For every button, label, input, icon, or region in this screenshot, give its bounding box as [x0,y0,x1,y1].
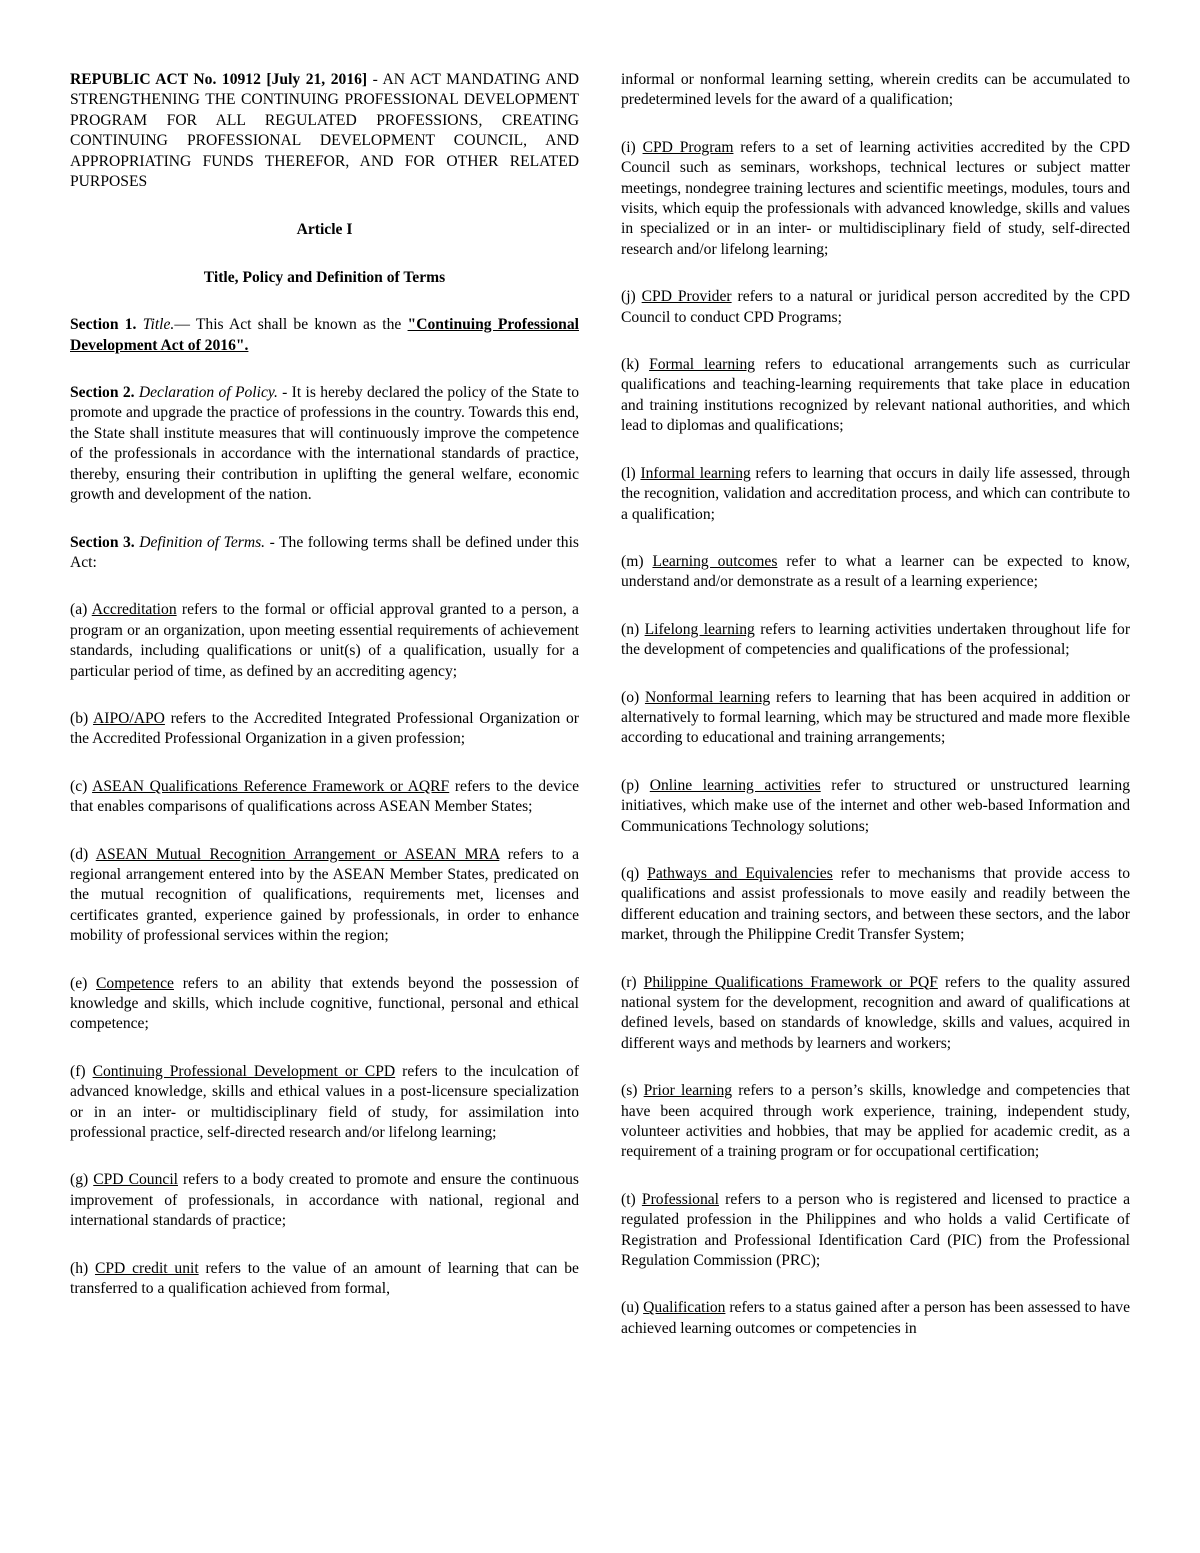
definition-text: refers to the inculcation of advanced knowledge, skills and ethical values in a post-licensure specialization or in an inter- or multidisciplinary field of study, for assimilation into professional practice, self-directed research and/or lifelong learning; [70,1062,580,1142]
definition-text: refers to a person who is registered and licensed to practice a regulated profession in the Philippines and who holds a valid Certificate of Registration and Professional Identification Card (PIC) from the Professional Regulation Commission (PRC); [621,1190,1130,1270]
definition-term: Continuing Professional Development or CPD [92,1062,396,1080]
left-column [70,70,579,1553]
definition-item [621,1298,1130,1339]
definition-item [621,138,1130,260]
definition-text: refer to what a learner can be expected to know, understand and/or demonstrate as a result of a learning experience; [621,552,1131,591]
section-1 [70,315,579,356]
definition-letter: (j) [621,288,642,306]
definition-item [621,1190,1130,1272]
definition-item [70,1259,579,1300]
definition-item [621,620,1130,661]
definition-term: CPD Provider [641,288,732,306]
definition-letter: (q) [621,864,648,882]
definition-text: refers to a body created to promote and ensure the continuous improvement of professionals, in accordance with national, regional and international standards of practice; [70,1171,579,1230]
definition-text: refers to the Accredited Integrated Professional Organization or the Accredited Professional Organization in a given profession; [70,709,579,748]
definition-item [621,864,1130,946]
definition-text: refers to a person’s skills, knowledge and competencies that have been acquired through work experience, training, independent study, volunteer activities and hobbies, that may be applied for academic credit, as a requirement of a training program or for occupational certification; [621,1082,1130,1161]
definition-item [70,709,579,750]
section-label: Section 1. [70,316,137,334]
definition-text: refers to the device that enables comparisons of qualifications across ASEAN Member States; [70,777,579,816]
definition-term: Accreditation [91,601,177,619]
definition-text: refers to a natural or juridical person accredited by the CPD Council to conduct CPD Programs; [621,288,1131,326]
definition-letter: (d) [70,845,96,863]
definition-term: Online learning activities [649,776,821,794]
definition-term: CPD Council [93,1171,178,1189]
definition-letter: (i) [621,138,643,156]
definition-term: Qualification [643,1299,726,1317]
section-label: Section 3. [70,533,135,551]
definition-item [621,552,1130,593]
definition-item [70,845,579,947]
definition-letter: (m) [621,552,653,570]
definition-term: Informal learning [640,464,751,482]
definition-letter: (t) [621,1190,642,1208]
definition-letter: (u) [621,1299,644,1317]
article-heading: Title, Policy and Definition of Terms [203,268,446,286]
section-title: Title. [142,316,175,334]
definition-item [621,287,1130,328]
definition-text: refers to a status gained after a person has been assessed to have achieved learning outcomes or competencies in [621,1299,1130,1337]
definition-term: Professional [641,1190,719,1208]
definition-letter: (c) [70,777,93,795]
act-short-title: "Continuing Professional Development Act of 2016". [70,316,579,354]
definition-item [621,973,1130,1055]
section-title: Definition of Terms. [139,533,266,551]
definition-item [70,974,579,1035]
definition-item [621,688,1130,749]
definition-text: refers to learning that occurs in daily life assessed, through the recognition, validation and accreditation process, and which can contribute to a qualification; [621,464,1131,523]
definition-term: Competence [96,974,174,992]
definition-term: AIPO/APO [93,709,165,727]
definition-term: Nonformal learning [644,688,771,706]
act-title [70,70,579,192]
definition-text: refer to mechanisms that provide access to qualifications and assist professionals to move easily and readily between the different education and training sectors, and between these sectors, and the labor market, through the Philippine Credit Transfer System; [621,864,1130,944]
definition-item [70,1062,579,1144]
definition-text: refers to the formal or official approval granted to a person, a program or an organization, upon meeting essential requirements of achievement standards, including qualifications or unit(s) of a qualification, usually for a particular period of time, as defined by an accrediting agency; [70,601,579,680]
definition-item [70,777,579,818]
section-text: — This Act shall be known as the [174,316,408,334]
definition-text: refers to a set of learning activities accredited by the CPD Council such as seminars, workshops, technical lectures or subject matter meetings, nondegree training lectures and scientific meetings, modules, tours and visits, which equip the professionals with advanced knowledge, skills and values in specialized or in an inter- or multidisciplinary field of study, self-directed research and/or lifelong learning; [621,138,1130,258]
definition-letter: (h) [70,1259,95,1277]
definition-item [70,600,579,682]
definition-letter: (s) [621,1082,644,1100]
definition-item [621,464,1130,525]
definition-text: refers to the value of an amount of learning that can be transferred to a qualification achieved from formal, [70,1259,579,1298]
definition-text: refer to structured or unstructured learning initiatives, which make use of the internet and other web-based Information and Communications Technology solutions; [621,776,1130,835]
section-text: - The following terms shall be defined under this Act: [70,533,580,571]
right-column [621,70,1130,1553]
act-description: - AN ACT MANDATING AND STRENGTHENING THE CONTINUING PROFESSIONAL DEVELOPMENT PROGRAM FOR ALL REGULATED PROFESSIONS, CREATING CONTINUING PROFESSIONAL DEVELOPMENT COUNCIL, AND APPROPRIATING FUNDS THEREFOR, AND FOR OTHER RELATED PURPOSES [70,71,579,191]
definition-letter: (k) [621,356,650,374]
definition-term: CPD credit unit [94,1259,199,1277]
definition-letter: (l) [621,464,641,482]
definition-letter: (e) [70,974,97,992]
section-title: Declaration of Policy. [138,384,278,402]
definition-term: ASEAN Qualifications Reference Framework or AQRF [92,777,450,795]
definition-term: Learning outcomes [652,552,778,570]
section-text: - It is hereby declared the policy of the State to promote and upgrade the practice of professions in the country. Towards this end, the State shall institute measures that will continuously improve the competence of the professionals in accordance with the international standards of practice, thereby, ensuring their contribution in uplifting the general welfare, economic growth and development of the nation. [70,384,580,504]
definition-item [621,1081,1130,1163]
definition-term: Prior learning [643,1082,733,1100]
definition-term: Lifelong learning [644,620,755,638]
definition-term: CPD Program [642,138,734,156]
section-label: Section 2. [70,384,135,402]
definition-letter: (p) [621,776,650,794]
definition-item [621,776,1130,837]
definition-text: refers to an ability that extends beyond the possession of knowledge and skills, which include cognitive, functional, personal and ethical competence; [70,974,579,1033]
article-number: Article I [296,221,353,239]
definition-letter: (a) [70,601,92,619]
definition-term: Philippine Qualifications Framework or PQF [643,973,938,991]
section-3 [70,533,579,574]
act-number: REPUBLIC ACT No. 10912 [July 21, 2016] [70,71,368,88]
definition-text: refers to educational arrangements such as curricular qualifications and teaching-learning requirements that take place in education and training institutions recognized by relevant national authorities, and which lead to diplomas and qualifications; [621,356,1130,435]
definition-term: Formal learning [649,356,756,374]
definition-text: refers to learning that has been acquired in addition or alternatively to formal learning, which may be structured and made more flexible according to educational and training arrangements; [621,688,1130,747]
definition-letter: (f) [70,1062,93,1080]
definitions-left [70,600,579,1299]
definition-letter: (g) [70,1171,94,1189]
definitions-right [621,138,1130,1339]
definition-item [70,1170,579,1231]
definition-item [621,355,1130,437]
definition-letter: (r) [621,973,644,991]
definition-text: refers to learning activities undertaken throughout life for the development of competencies and qualifications of the professional; [621,620,1131,659]
definition-text: refers to a regional arrangement entered into by the ASEAN Member States, predicated on the mutual recognition of qualifications, requirements met, licenses and certificates granted, experience gained by professionals, in order to enhance mobility of professional services within the region; [70,845,579,945]
definition-text: refers to the quality assured national system for the development, recognition and award of qualifications at defined levels, based on standards of knowledge, skills and values, acquired in different ways and methods by learners and workers; [621,973,1130,1052]
section-2 [70,383,579,505]
definition-letter: (b) [70,709,94,727]
definition-letter: (n) [621,620,645,638]
definition-continuation: informal or nonformal learning setting, wherein credits can be accumulated to predetermined levels for the award of a qualification; [621,71,1130,109]
definition-letter: (o) [621,688,645,706]
definition-term: Pathways and Equivalencies [647,864,833,882]
definition-term: ASEAN Mutual Recognition Arrangement or ASEAN MRA [95,845,500,863]
